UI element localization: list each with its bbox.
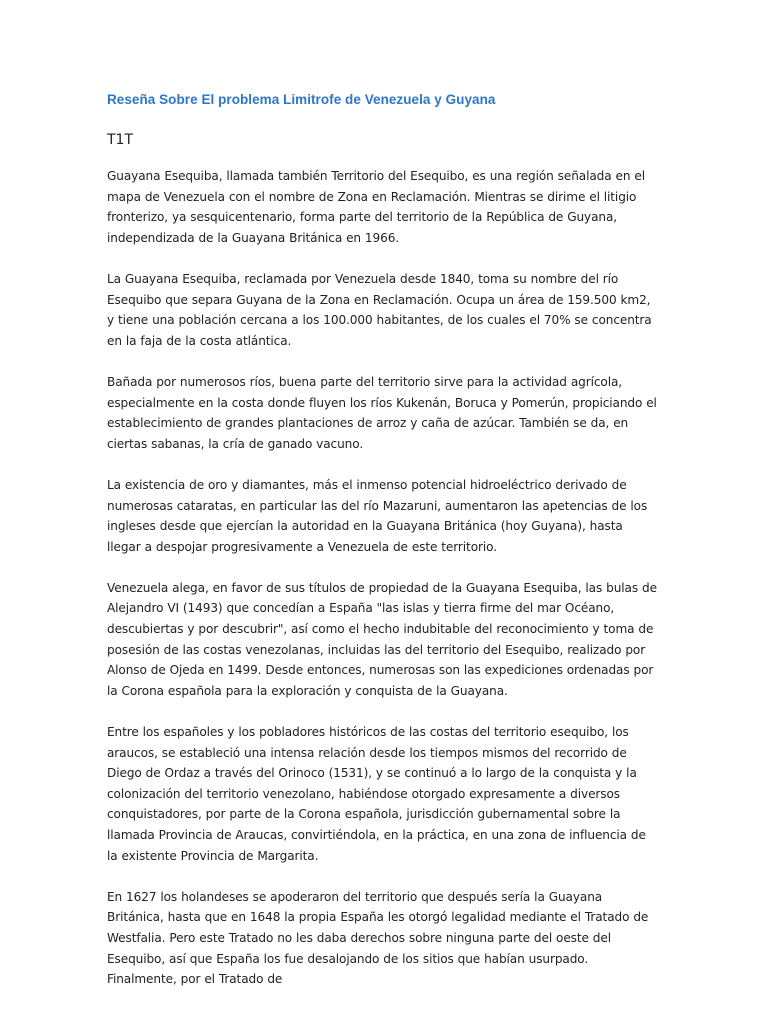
document-body [107, 90, 659, 990]
document-subtitle: T1T [107, 132, 134, 148]
paragraph-3: Bañada por numerosos ríos, buena parte del territorio sirve para la actividad agrícola, especialmente en la costa donde fluyen los ríos Kukenán, Boruca y Pomerún, propiciando el establecimiento de grandes plantaciones de arroz y caña de azúcar. También se da, en ciertas sabanas, la cría de ganado vacuno. [107, 374, 657, 451]
paragraph-1: Guayana Esequiba, llamada también Territorio del Esequibo, es una región señalada en el mapa de Venezuela con el nombre de Zona en Reclamación. Mientras se dirime el litigio fronterizo, ya sesquicentenario, forma parte del territorio de la República de Guyana, independizada de la Guayana Británica en 1966. [107, 169, 645, 245]
document-title: Reseña Sobre El problema Limitrofe de Venezuela y Guyana [107, 92, 496, 107]
paragraph-4: La existencia de oro y diamantes, más el inmenso potencial hidroeléctrico derivado de numerosas cataratas, en particular las del río Mazaruni, aumentaron las apetencias de los ingleses desde que ejercían la autoridad en la Guayana Británica (hoy Guyana), hasta llegar a despojar progresivamente a Venezuela de este territorio. [107, 477, 648, 554]
paragraph-2: La Guayana Esequiba, reclamada por Venezuela desde 1840, toma su nombre del río Esequibo que separa Guyana de la Zona en Reclamación. Ocupa un área de 159.500 km2, y tiene una población cercana a los 100.000 habitantes, de los cuales el 70% se concentra en la faja de la costa atlántica. [107, 271, 652, 348]
paragraph-5: Venezuela alega, en favor de sus títulos de propiedad de la Guayana Esequiba, las bulas de Alejandro VI (1493) que concedían a España "las islas y tierra firme del mar Océano, descubiertas y por descubrir", así como el hecho indubitable del reconocimiento y toma de posesión de las costas venezolanas, incluidas las del territorio del Esequibo, realizado por Alonso de Ojeda en 1499. Desde entonces, numerosas son las expediciones ordenadas por la Corona española para la exploración y conquista de la Guayana. [107, 580, 657, 698]
paragraph-6: Entre los españoles y los pobladores históricos de las costas del territorio esequibo, los araucos, se estableció una intensa relación desde los tiempos mismos del recorrido de Diego de Ordaz a través del Orinoco (1531), y se continuó a lo largo de la conquista y la colonización del territorio venezolano, habiéndose otorgado expresamente a diversos conquistadores, por parte de la Corona española, jurisdicción gubernamental sobre la llamada Provincia de Araucas, convirtiéndola, en la práctica, en una zona de influencia de la existente Provincia de Margarita. [107, 725, 646, 863]
paragraph-7: En 1627 los holandeses se apoderaron del territorio que después sería la Guayana Británica, hasta que en 1648 la propia España les otorgó legalidad mediante el Tratado de Westfalia. Pero este Tratado no les daba derechos sobre ninguna parte del oeste del Esequibo, así que España los fue desalojando de los sitios que habían usurpado. Finalmente, por el Tratado de [107, 889, 649, 987]
